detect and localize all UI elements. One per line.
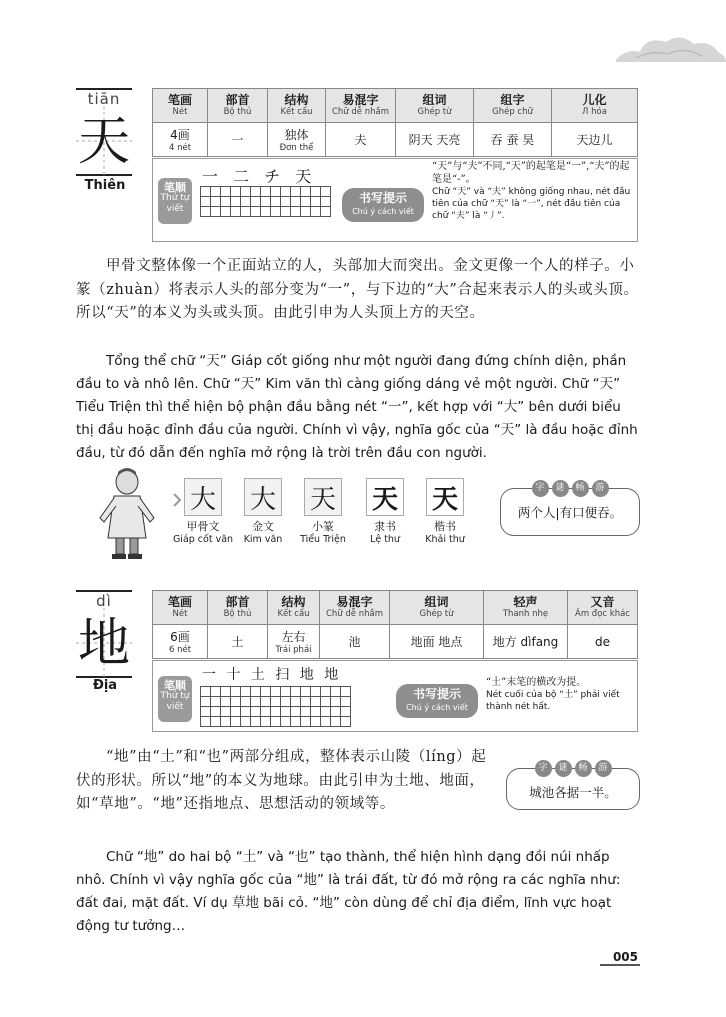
- ancient-scholar-illustration: [96, 468, 158, 560]
- practice-grid-di: [200, 686, 351, 727]
- pinyin: tiān: [87, 90, 121, 108]
- script-name-vi: Khải thư: [425, 534, 465, 545]
- writing-tip-badge: 书写提示 Chú ý cách viết: [396, 684, 478, 718]
- riddle-cap: 游: [592, 480, 609, 497]
- script-name-vi: Giáp cốt văn: [172, 534, 234, 545]
- script-name-zh: 楷书: [434, 520, 456, 533]
- viet-name: Địa: [92, 678, 118, 693]
- riddle-cap: 游: [595, 760, 612, 777]
- info-table-di: 笔画 Nét 部首 Bộ thủ 结构 Kết cấu 易混字 Chữ dễ nhầm 组词 Ghép từ 轻声 Thanh nhẹ 又音 Âm đọc khác 6画 6 nét 土 左右 Trái phải 池 地面 地点 地方 dìfang de: [152, 590, 638, 659]
- writing-tip-tian: “天”与“夫”不同,“天”的起笔是“一”,“夫”的起笔是“-”。 Chữ “天” và “夫” không giống nhau, nét đầu tiên của chữ “天” là “一”, nét đầu tiên của chữ “夫” là “丿”.: [432, 161, 631, 221]
- evolution-glyph: 大: [184, 478, 222, 516]
- evolution-glyph: 大: [244, 478, 282, 516]
- hanzi-box-di: [76, 590, 132, 678]
- riddle-box-di: [506, 763, 640, 810]
- hanzi-box-tian: [76, 88, 132, 176]
- riddle-cap: 畅: [572, 480, 589, 497]
- script-name-vi: Tiểu Triện: [300, 534, 346, 545]
- stroke-sequence: 一 二 チ 天: [202, 167, 317, 186]
- riddle-cap: 谜: [552, 480, 569, 497]
- stroke-sequence: 一 十 土 扫 地 地: [202, 667, 342, 683]
- hanzi: 地: [77, 614, 130, 674]
- pinyin: dì: [96, 592, 112, 610]
- paragraph-vi-tian: Tổng thể chữ “天” Giáp cốt giống như một người đang đứng chính diện, phần đầu to và nhô lên. Chữ “天” Kim văn thì càng giống dáng vẻ một người. Chữ “天” Tiểu Triện thì thể hiện bộ phận đầu bằng nét “一”, kết hợp với “大” bên dưới biểu thị đầu hoặc đỉnh đầu của người. Chính vì vậy, nghĩa gốc của “天” là đầu hoặc đỉnh đầu, từ đó dẫn đến nghĩa mở rộng là trời trên đầu con người.: [76, 353, 638, 461]
- practice-grid-tian: [200, 186, 331, 217]
- paragraph-vi-di: Chữ “地” do hai bộ “土” và “也” tạo thành, thể hiện hình dạng đồi núi nhấp nhô. Chính vì vậy nghĩa gốc của “地” là trái đất, từ đó mở rộng ra các nghĩa như: đất đai, mặt đất. Ví dụ 草地 bãi cỏ. “地” còn dùng để chỉ địa điểm, lĩnh vực hoạt động tư tưởng…: [76, 849, 621, 934]
- riddle-text: 城池各据一半。: [529, 785, 617, 800]
- script-name-zh: 小篆: [312, 520, 334, 533]
- script-name-vi: Kim văn: [243, 534, 283, 545]
- riddle-cap: 字: [535, 760, 552, 777]
- riddle-cap: 畅: [575, 760, 592, 777]
- evolution-glyph: 天: [304, 478, 342, 516]
- evolution-item: [172, 478, 234, 545]
- riddle-text: 两个人|有口便吞。: [517, 505, 623, 520]
- hanzi: 天: [77, 112, 130, 172]
- riddle-cap: 字: [532, 480, 549, 497]
- paragraph-zh-tian: 甲骨文整体像一个正面站立的人，头部加大而突出。金文更像一个人的样子。小篆（zhuàn）将表示人头的部分变为“一”，与下边的“大”合起来表示人的头或头顶。所以“天”的本义为头或头顶。由此引申为人头顶上方的天空。: [76, 258, 639, 321]
- evolution-glyph: 天: [426, 478, 464, 516]
- script-name-zh: 金文: [252, 520, 274, 533]
- script-name-vi: Lệ thư: [370, 534, 400, 545]
- script-name-zh: 甲骨文: [186, 520, 220, 533]
- evolution-item: [232, 478, 294, 545]
- writing-tip-badge: 书写提示 Chú ý cách viết: [342, 188, 424, 222]
- riddle-cap: 谜: [555, 760, 572, 777]
- info-table-tian: 笔画 Nét 部首 Bộ thủ 结构 Kết cấu 易混字 Chữ dễ nhầm 组词 Ghép từ 组字 Ghép chữ 儿化 Л hóa 4画 4 nét 一 独体 Đơn thể 夫 阴天 天亮 吞 蚕 昊 天边儿: [152, 88, 638, 157]
- evolution-item: [354, 478, 416, 545]
- paragraph-zh-di: “地”由“土”和“也”两部分组成，整体表示山陵（líng）起伏的形状。所以“地”的本义为地球。由此引申为土地、地面，如“草地”。“地”还指地点、思想活动的领域等。: [76, 749, 487, 812]
- riddle-box-tian: [500, 483, 640, 536]
- writing-tip-di: “土”末笔的横改为提。 Nét cuối của bộ “土” phải viết thành nét hất.: [486, 677, 620, 712]
- evolution-item: [292, 478, 354, 545]
- stroke-order-badge: 笔顺 Thứ tự viết: [158, 676, 192, 722]
- viet-name: Thiên: [84, 178, 126, 193]
- page-number: 005: [612, 950, 638, 964]
- stroke-order-badge: 笔顺 Thứ tự viết: [158, 178, 192, 224]
- page-number-underline: [600, 964, 640, 966]
- evolution-glyph: 天: [366, 478, 404, 516]
- cloud-decoration: [606, 28, 726, 68]
- script-name-zh: 隶书: [374, 520, 396, 533]
- evolution-item: [414, 478, 476, 545]
